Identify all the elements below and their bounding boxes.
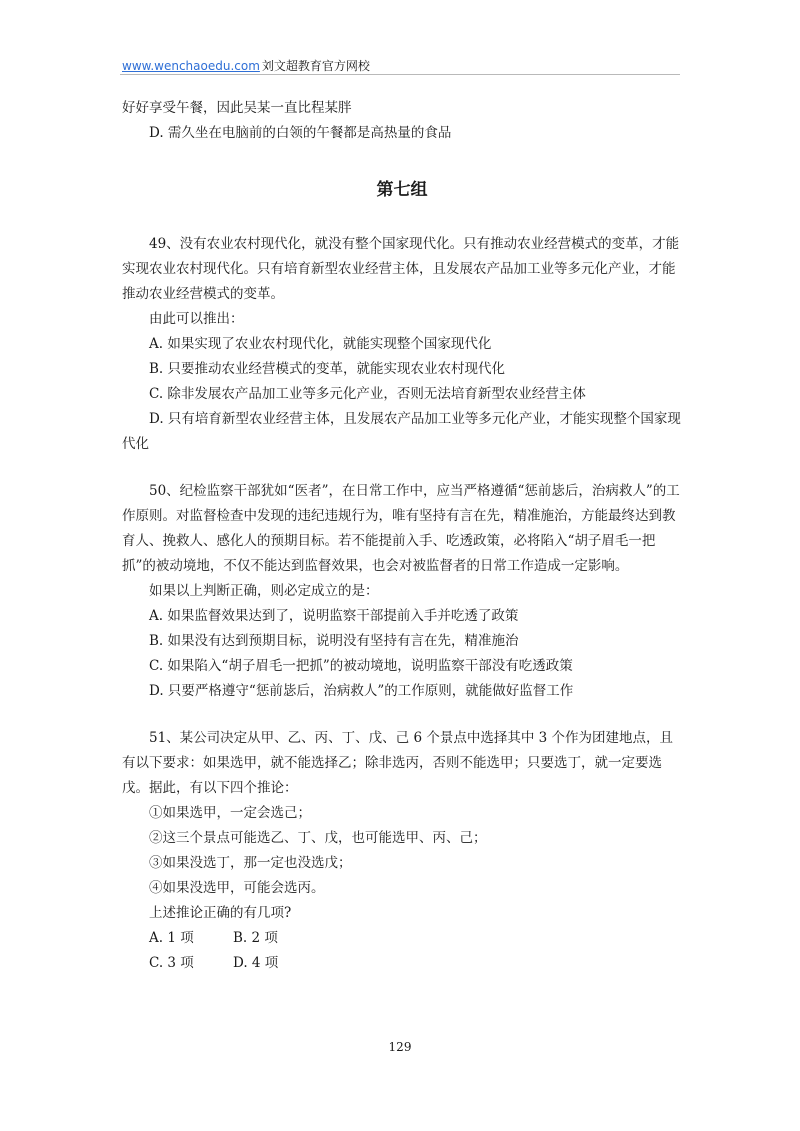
- option-c: C. 如果陷入“胡子眉毛一把抓”的被动境地，说明监察干部没有吃透政策: [149, 658, 573, 674]
- option-a: A. 如果监督效果达到了，说明监察干部提前入手并吃透了政策: [149, 608, 519, 624]
- option-b: B. 只要推动农业经营模式的变革，就能实现农业农村现代化: [149, 361, 506, 377]
- question-51: [122, 726, 682, 976]
- inference-1: ①如果选甲，一定会选己；: [149, 805, 311, 821]
- option-c: C. 除非发展农产品加工业等多元化产业，否则无法培育新型农业经营主体: [149, 386, 586, 402]
- question-stem: 51、某公司决定从甲、乙、丙、丁、戊、己 6 个景点中选择其中 3 个作为团建地点，且有以下要求：如果选甲，就不能选择乙；除非选丙，否则不能选甲；只要选丁，就一定要选戊。据此，有以下四个推论：: [122, 730, 674, 796]
- question-49: [122, 232, 682, 457]
- header-divider: [120, 74, 680, 75]
- options-row-2: [122, 951, 682, 976]
- option-a: A. 1 项: [149, 930, 194, 946]
- page-number: 129: [388, 1040, 412, 1054]
- prev-question-continuation: 好好享受午餐，因此吴某一直比程某胖: [122, 100, 352, 116]
- option-d: D. 只要严格遵守“惩前毖后，治病救人”的工作原则，就能做好监督工作: [149, 683, 574, 699]
- page-header: [122, 57, 370, 74]
- inference-2: ②这三个景点可能选乙、丁、戊，也可能选甲、丙、己；: [149, 830, 487, 846]
- question-stem: 49、没有农业农村现代化，就没有整个国家现代化。只有推动农业经营模式的变革，才能实现农业农村现代化。只有培育新型农业经营主体，且发展农产品加工业等多元化产业，才能推动农业经营模式的变革。: [122, 236, 680, 302]
- option-a: A. 如果实现了农业农村现代化，就能实现整个国家现代化: [149, 336, 492, 352]
- question-stem: 50、纪检监察干部犹如“医者”，在日常工作中，应当严格遵循“惩前毖后，治病救人”的工作原则。对监督检查中发现的违纪违规行为，唯有坚持有言在先，精准施治，方能最终达到教育人、挽救人、感化人的预期目标。若不能提前入手、吃透政策，必将陷入“胡子眉毛一把抓”的被动境地，不仅不能达到监督效果，也会对被监督者的日常工作造成一定影响。: [122, 483, 680, 574]
- inference-4: ④如果没选甲，可能会选丙。: [149, 880, 325, 896]
- options-row-1: [122, 926, 682, 951]
- option-d: D. 只有培育新型农业经营主体，且发展农产品加工业等多元化产业，才能实现整个国家现代化: [122, 411, 681, 452]
- question-prompt: 上述推论正确的有几项?: [149, 905, 292, 921]
- option-b: B. 2 项: [233, 930, 278, 946]
- question-50: [122, 479, 682, 704]
- question-prompt: 由此可以推出：: [149, 311, 244, 327]
- prev-question-option-d: D. 需久坐在电脑前的白领的午餐都是高热量的食品: [149, 125, 452, 141]
- option-d: D. 4 项: [233, 955, 279, 971]
- option-c: C. 3 项: [149, 955, 194, 971]
- inference-3: ③如果没选丁，那一定也没选戊；: [149, 855, 352, 871]
- option-b: B. 如果没有达到预期目标，说明没有坚持有言在先，精准施治: [149, 633, 519, 649]
- website-link[interactable]: www.wenchaoedu.com: [122, 59, 260, 73]
- page-content: [122, 96, 682, 976]
- school-name: 刘文超教育官方网校: [261, 59, 370, 73]
- question-prompt: 如果以上判断正确，则必定成立的是：: [149, 583, 379, 599]
- section-title: 第七组: [376, 180, 428, 200]
